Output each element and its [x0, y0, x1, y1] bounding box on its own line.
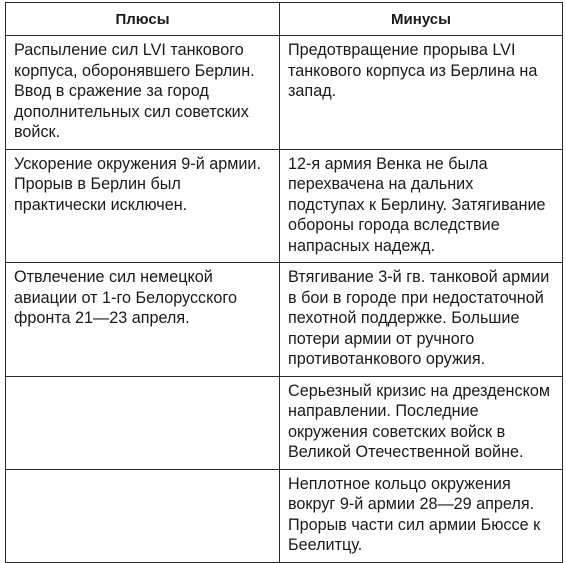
table-row [6, 263, 563, 377]
cons-cell [280, 36, 563, 150]
pros-cell [6, 263, 280, 377]
pros-text: Ускорение окружения 9-й армии. Прорыв в Берлин был практически исключен. [14, 154, 261, 214]
table-body [6, 36, 563, 563]
cons-cell [280, 376, 563, 469]
cons-text: Неплотное кольцо окружения вокруг 9-й армии 28—29 апреля. Прорыв части сил армии Бюссе к Беелитцу. [288, 474, 541, 554]
table-header [6, 3, 563, 36]
pros-cell [6, 376, 280, 469]
cons-text: 12-я армия Венка не была перехвачена на дальних подступах к Берлину. Затягивание обороны города вследствие напрасных надежд. [288, 154, 546, 255]
cons-text: Втягивание 3-й гв. танковой армии в бои в городе при недостаточной пехотной поддержке. Большие потери армии от ручного противотанкового оружия. [288, 268, 550, 368]
table-row [6, 149, 563, 263]
pros-cons-table [5, 2, 563, 563]
cons-text: Предотвращение прорыва LVI танкового корпуса из Берлина на запад. [288, 41, 538, 100]
header-cons: Минусы [280, 3, 563, 36]
pros-cell [6, 469, 280, 562]
pros-cell [6, 36, 280, 150]
header-row [6, 3, 563, 36]
pros-text: Отвлечение сил немецкой авиации от 1-го Белорусского фронта 21—23 апреля. [14, 268, 237, 327]
pros-cell [6, 149, 280, 263]
header-pros: Плюсы [6, 3, 280, 36]
table-row [6, 36, 563, 150]
cons-cell [280, 263, 563, 377]
cons-text: Серьезный кризис на дрезденском направлении. Последние окружения советских войск в Великой Отечественной войне. [288, 381, 550, 461]
table-row [6, 469, 563, 562]
cons-cell [280, 149, 563, 263]
cons-cell [280, 469, 563, 562]
pros-text: Распыление сил LVI танкового корпуса, оборонявшего Берлин. Ввод в сражение за город дополнительных сил советских войск. [14, 41, 255, 141]
table-row [6, 376, 563, 469]
